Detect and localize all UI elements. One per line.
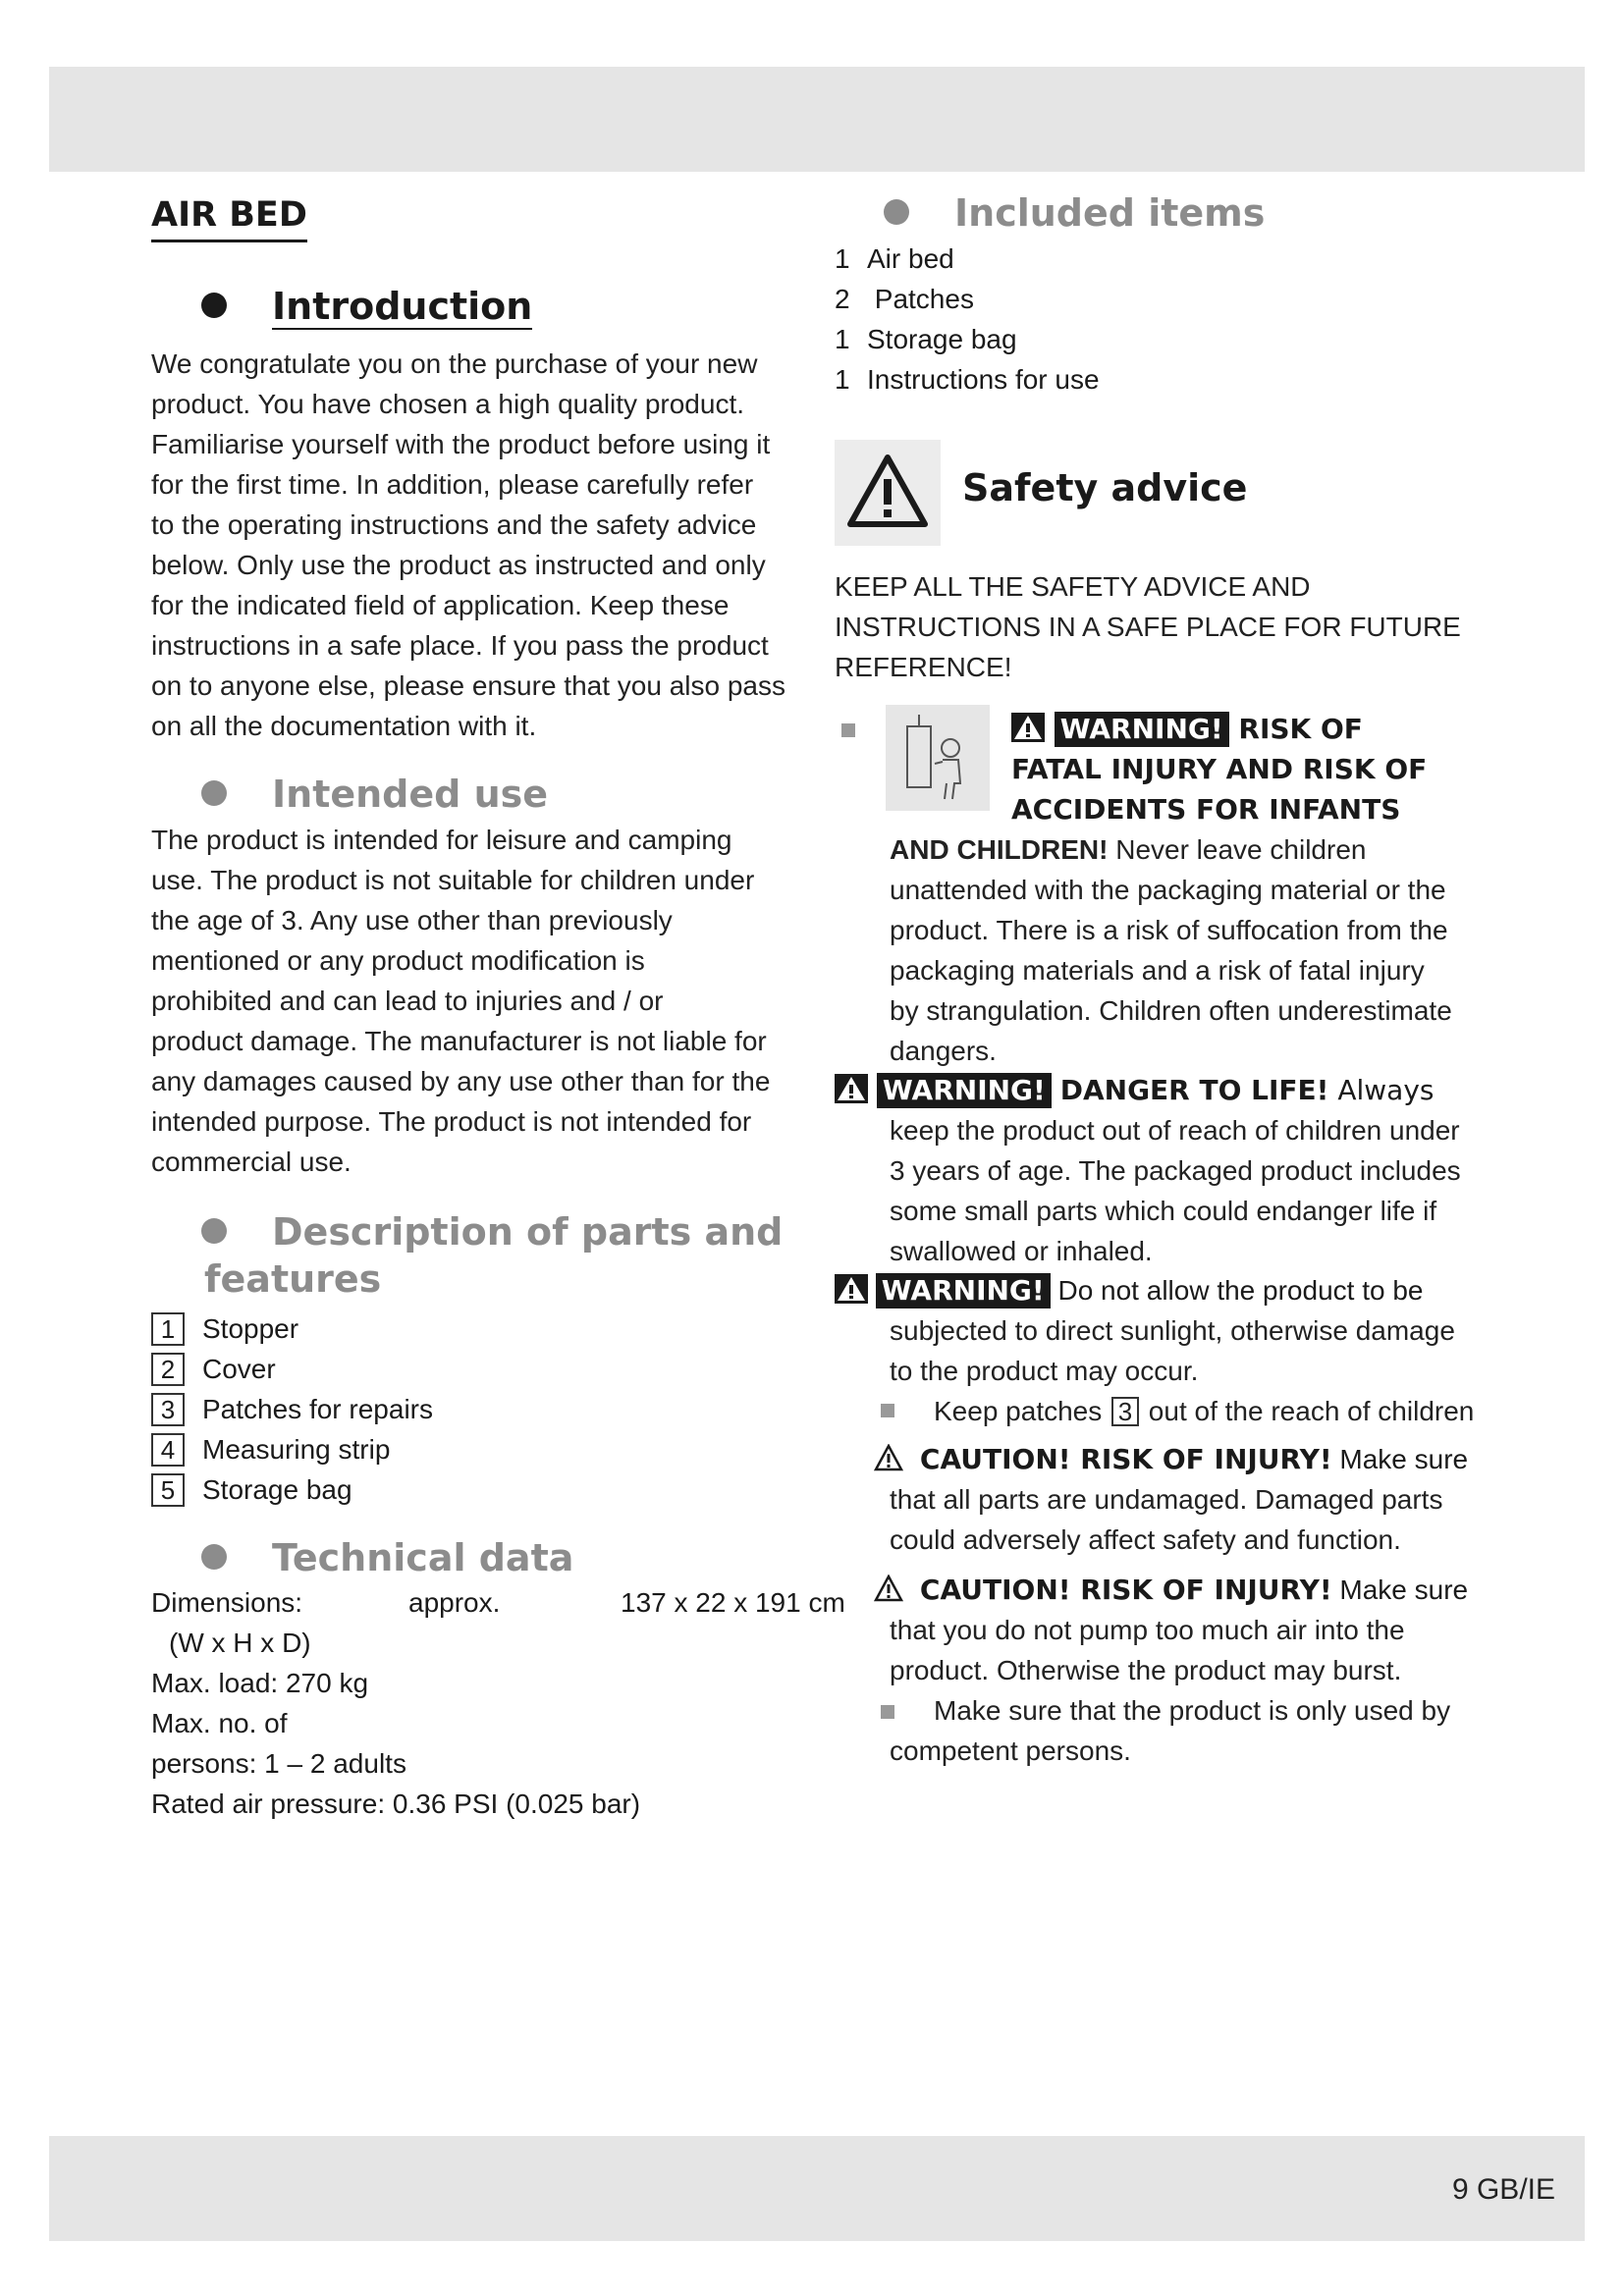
warning-1-text: AND CHILDREN! Never leave children unattended with the packaging material or the product. There is a risk of suffocation from the packaging materials and a risk of fatal injury by strangulation. Children often underestimate dangers. xyxy=(890,834,1452,1066)
square-bullet-icon xyxy=(881,1404,894,1417)
bullet-dot-icon xyxy=(884,199,909,225)
list-item: 2 Cover xyxy=(151,1349,433,1389)
safety-advice-heading: Safety advice xyxy=(962,466,1248,509)
page-number: 9 GB/IE xyxy=(1451,2173,1555,2206)
description-heading-line2: features xyxy=(204,1257,382,1301)
dimensions-label: Dimensions: xyxy=(151,1587,303,1618)
list-item: 1 Air bed xyxy=(835,243,954,274)
list-item: 2 Patches xyxy=(835,284,974,314)
dimensions-approx: approx. xyxy=(408,1587,501,1618)
warning-triangle-icon xyxy=(835,440,941,546)
footer-bar xyxy=(49,2136,1585,2241)
square-bullet-icon xyxy=(841,723,855,737)
competent-persons-line1: Make sure that the product is only used by xyxy=(934,1695,1451,1726)
warning-badge: WARNING! xyxy=(876,1273,1051,1308)
warning-3-text: subjected to direct sunlight, otherwise damage to the product may occur. xyxy=(890,1315,1455,1386)
part-number: 5 xyxy=(151,1473,185,1507)
rated-pressure: Rated air pressure: 0.36 PSI (0.025 bar) xyxy=(151,1789,641,1819)
list-item: 4 Measuring strip xyxy=(151,1429,433,1469)
caution-triangle-icon xyxy=(874,1574,903,1606)
part-number: 3 xyxy=(151,1393,185,1426)
part-number: 4 xyxy=(151,1433,185,1467)
caution-triangle-icon xyxy=(874,1443,903,1475)
dimensions-sub: (W x H x D) xyxy=(169,1628,311,1658)
introduction-heading: Introduction xyxy=(201,285,532,328)
list-item: 1 Instructions for use xyxy=(835,364,1100,395)
competent-persons-line2: competent persons. xyxy=(890,1735,1131,1766)
patches-advice: Keep patches 3 out of the reach of children xyxy=(934,1396,1475,1426)
warning-badge: WARNING! xyxy=(1055,712,1229,747)
caution-2-heading: CAUTION! RISK OF INJURY! Make sure xyxy=(874,1570,1468,1610)
warning-2-text: keep the product out of reach of children under 3 years of age. The packaged product includes some small parts which could endanger life if swallowed or inhaled. xyxy=(890,1115,1461,1266)
intended-use-text: The product is intended for leisure and camping use. The product is not suitable for children under the age of 3. Any use other than previously mentioned or any product modification is prohibited and can lead to injuries and / or product damage. The manufacturer is not liable for any damages caused by any use other than for the intended purpose. The product is not intended for commercial use. xyxy=(151,825,771,1177)
page-title: AIR BED xyxy=(151,192,307,242)
part-number: 2 xyxy=(151,1353,185,1386)
warning-icon xyxy=(835,1275,868,1306)
description-heading: Description of parts and xyxy=(201,1210,783,1254)
child-warning-pictogram-icon xyxy=(886,705,990,811)
bullet-dot-icon xyxy=(201,293,227,318)
caution-2-text: that you do not pump too much air into the product. Otherwise the product may burst. xyxy=(890,1615,1405,1685)
warning-icon xyxy=(835,1074,868,1106)
bullet-dot-icon xyxy=(201,780,227,806)
bullet-dot-icon xyxy=(201,1544,227,1570)
caution-1-text: that all parts are undamaged. Damaged parts could adversely affect safety and function. xyxy=(890,1484,1443,1555)
part-number: 1 xyxy=(151,1312,185,1346)
part-number: 3 xyxy=(1111,1397,1139,1426)
keep-advice-text: KEEP ALL THE SAFETY ADVICE AND INSTRUCTIONS IN A SAFE PLACE FOR FUTURE REFERENCE! xyxy=(835,571,1461,682)
introduction-text: We congratulate you on the purchase of your new product. You have chosen a high quality product. Familiarise yourself with the product before using it for the first time. In addition, please carefully refer to the operating instructions and the safety advice below. Only use the product as instructed and only for the indicated field of application. Keep these instructions in a safe place. If you pass the product on to anyone else, please ensure that you also pass on all the documentation with it. xyxy=(151,348,785,741)
technical-data-table xyxy=(151,1582,878,1824)
warning-2-heading: WARNING! DANGER TO LIFE! Always xyxy=(835,1070,1434,1110)
parts-list xyxy=(151,1308,433,1510)
intended-use-heading: Intended use xyxy=(201,773,548,816)
technical-data-heading: Technical data xyxy=(201,1536,573,1579)
included-items-list xyxy=(835,239,1100,400)
max-load: Max. load: 270 kg xyxy=(151,1668,369,1698)
warning-badge: WARNING! xyxy=(877,1073,1052,1108)
max-persons-value: persons: 1 – 2 adults xyxy=(151,1748,406,1779)
header-bar xyxy=(49,67,1585,172)
warning-icon xyxy=(1011,713,1045,745)
dimensions-value: 137 x 22 x 191 cm xyxy=(621,1587,845,1618)
list-item: 1 Storage bag xyxy=(835,324,1017,354)
caution-1-heading: CAUTION! RISK OF INJURY! Make sure xyxy=(874,1439,1468,1479)
warning-3-heading: WARNING! Do not allow the product to be xyxy=(835,1270,1423,1310)
list-item: 3 Patches for repairs xyxy=(151,1389,433,1429)
table-row xyxy=(151,1582,878,1623)
list-item: 5 Storage bag xyxy=(151,1469,433,1510)
square-bullet-icon xyxy=(881,1705,894,1719)
list-item: 1 Stopper xyxy=(151,1308,433,1349)
warning-1-heading: WARNING! RISK OF FATAL INJURY AND RISK OF ACCIDENTS FOR INFANTS xyxy=(1011,713,1428,826)
included-items-heading: Included items xyxy=(884,191,1265,235)
max-persons-label: Max. no. of xyxy=(151,1708,288,1738)
bullet-dot-icon xyxy=(201,1218,227,1244)
